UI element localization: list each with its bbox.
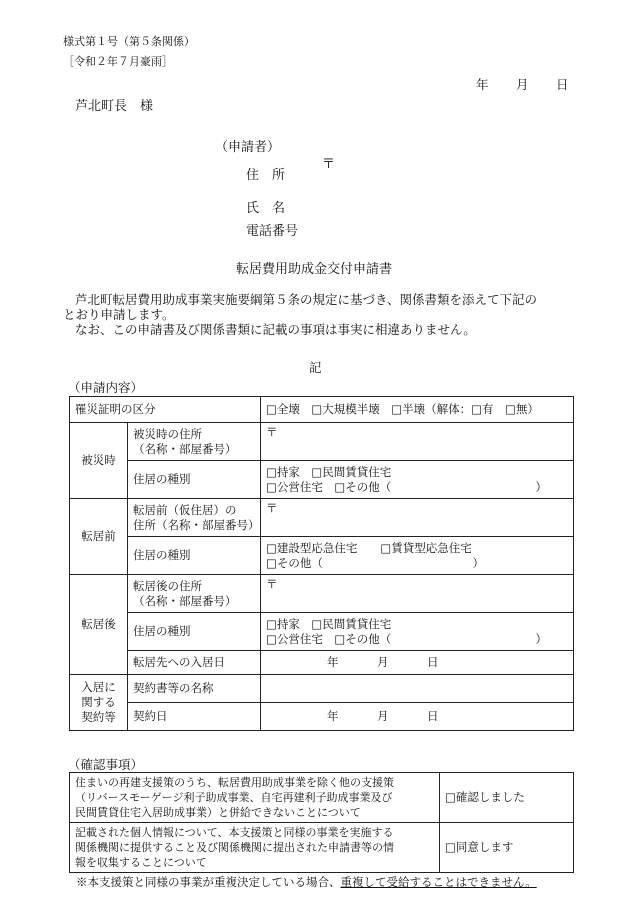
disaster-housing-type-label: 住居の種別	[128, 461, 261, 499]
movein-date-field: 年 月 日	[261, 651, 574, 675]
application-table	[69, 396, 574, 731]
name-label: 氏 名	[246, 201, 286, 216]
contract-date-field: 年 月 日	[261, 703, 574, 731]
date-month: 月	[516, 77, 529, 92]
footnote: ※本支援策と同様の事業が重複決定している場合、重複して受給することはできません。	[76, 875, 537, 889]
after-address-label: 転居後の住所 （名称・部屋番号）	[128, 575, 261, 613]
disaster-cert-options: □全壊 □大規模半壊 □半壊（解体：□有 □無）	[261, 397, 574, 423]
confirm-check-2[interactable]: □同意します	[440, 823, 574, 873]
date-year: 年	[476, 77, 489, 92]
disaster-housing-type-options: □持家 □民間賃貸住宅 □公営住宅 □その他（ ）	[261, 461, 574, 499]
disaster-cert-label: 罹災証明の区分	[70, 397, 261, 423]
confirm-item-2: 記載された個人情報について、本支援策と同様の事業を実施する 関係機関に提供すること及び関係機関に提出された申請書等の情 報を収集することについて	[70, 823, 440, 873]
after-address-field: 〒	[261, 575, 574, 613]
before-address-field: 〒	[261, 499, 574, 537]
form-number: 様式第１号（第５条関係）	[63, 35, 195, 48]
intro-line-1: 芦北町転居費用助成事業実施要綱第５条の規定に基づき、関係書類を添えて下記の	[75, 292, 538, 307]
movein-date-label: 転居先への入居日	[128, 651, 261, 675]
contract-date-label: 契約日	[128, 703, 261, 731]
footnote-underlined: 重複して受給することはできません。	[340, 875, 537, 889]
group-before-move: 転居前	[70, 499, 128, 575]
group-disaster: 被災時	[70, 423, 128, 499]
intro-line-2: とおり申請します。	[63, 307, 175, 322]
disaster-address-field: 〒	[261, 423, 574, 461]
ki-heading: 記	[309, 360, 322, 375]
confirm-item-1: 住まいの再建支援策のうち、転居費用助成事業を除く他の支援策 （リバースモーゲージ利子助成事業、自宅再建利子助成事業及び 民間賃貸住宅入居助成事業）と併給できないことについて	[70, 773, 440, 823]
applicant-heading: （申請者）	[215, 140, 281, 155]
before-housing-type-label: 住居の種別	[128, 537, 261, 575]
addressee: 芦北町長 様	[75, 99, 154, 114]
contract-name-label: 契約書等の名称	[128, 675, 261, 703]
postal-mark: 〒	[322, 157, 336, 172]
section-application-label: （申請内容）	[68, 380, 144, 395]
group-contract: 入居に 関する 契約等	[70, 675, 128, 731]
contract-name-field	[261, 675, 574, 703]
after-housing-type-options: □持家 □民間賃貸住宅 □公営住宅 □その他（ ）	[261, 613, 574, 651]
after-housing-type-label: 住居の種別	[128, 613, 261, 651]
group-after-move: 転居後	[70, 575, 128, 675]
confirm-check-1[interactable]: □確認しました	[440, 773, 574, 823]
phone-label: 電話番号	[246, 224, 299, 239]
intro-line-3: なお、この申請書及び関係書類に記載の事項は事実に相違ありません。	[75, 322, 476, 337]
confirmation-table	[69, 772, 574, 873]
date-day: 日	[556, 77, 569, 92]
section-confirm-label: （確認事項）	[68, 757, 144, 772]
revision-note: ［令和２年７月豪雨］	[63, 55, 173, 68]
before-address-label: 転居前（仮住居）の 住所（名称・部屋番号）	[128, 499, 261, 537]
address-label: 住 所	[246, 168, 286, 183]
disaster-address-label: 被災時の住所 （名称・部屋番号）	[128, 423, 261, 461]
document-title: 転居費用助成金交付申請書	[236, 262, 393, 277]
before-housing-type-options: □建設型応急住宅 □賃貸型応急住宅 □その他（ ）	[261, 537, 574, 575]
